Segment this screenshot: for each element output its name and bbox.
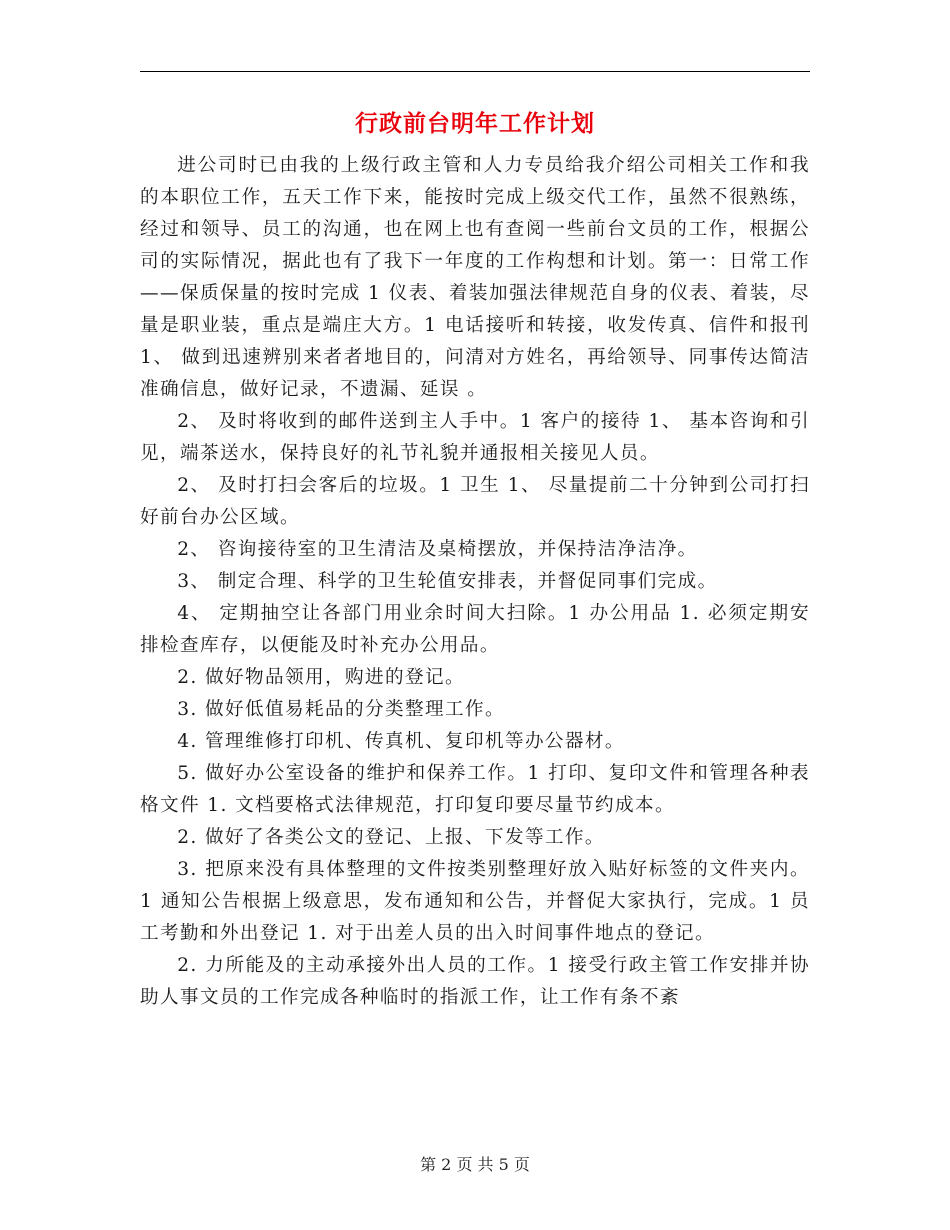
page-number-footer: 第 2 页 共 5 页: [420, 1155, 530, 1174]
paragraph: 3、 制定合理、科学的卫生轮值安排表，并督促同事们完成。: [177, 571, 718, 592]
paragraph: 3. 做好低值易耗品的分类整理工作。: [177, 699, 505, 720]
document-title: 行政前台明年工作计划: [355, 110, 595, 137]
paragraph: 2、 及时将收到的邮件送到主人手中。1 客户的接待 1、 基本咨询和引见，端茶送水，保持良好的礼节礼貌并通报相关接见人员。: [140, 411, 810, 464]
paragraph: 2、 及时打扫会客后的垃圾。1 卫生 1、 尽量提前二十分钟到公司打扫好前台办公区域。: [140, 475, 810, 528]
paragraph: 5. 做好办公室设备的维护和保养工作。1 打印、复印文件和管理各种表格文件 1. 文档要格式法律规范，打印复印要尽量节约成本。: [140, 763, 810, 816]
document-body: [140, 150, 810, 1014]
paragraph: 进公司时已由我的上级行政主管和人力专员给我介绍公司相关工作和我的本职位工作，五天工作下来，能按时完成上级交代工作，虽然不很熟练，经过和领导、员工的沟通，也在网上也有查阅一些前台文员的工作，根据公司的实际情况，据此也有了我下一年度的工作构想和计划。第一：日常工作——保质保量的按时完成 1 仪表、着装加强法律规范自身的仪表、着装，尽量是职业装，重点是端庄大方。1 电话接听和转接，收发传真、信件和报刊 1、 做到迅速辨别来者者地目的，问清对方姓名，再给领导、同事传达简洁准确信息，做好记录，不遗漏、延误 。: [140, 155, 810, 400]
header-rule: [140, 71, 810, 72]
paragraph: 4. 管理维修打印机、传真机、复印机等办公器材。: [177, 731, 625, 752]
paragraph: 2. 做好物品领用，购进的登记。: [177, 667, 465, 688]
paragraph: 2. 力所能及的主动承接外出人员的工作。1 接受行政主管工作安排并协助人事文员的工作完成各种临时的指派工作，让工作有条不紊: [140, 955, 810, 1008]
paragraph: 3. 把原来没有具体整理的文件按类别整理好放入贴好标签的文件夹内。1 通知公告根据上级意思，发布通知和公告，并督促大家执行，完成。1 员工考勤和外出登记 1. 对于出差人员的出入时间事件地点的登记。: [140, 859, 810, 944]
paragraph: 2、 咨询接待室的卫生清洁及桌椅摆放，并保持洁净洁净。: [177, 539, 698, 560]
paragraph: 2. 做好了各类公文的登记、上报、下发等工作。: [177, 827, 605, 848]
paragraph: 4、 定期抽空让各部门用业余时间大扫除。1 办公用品 1. 必须定期安排检查库存，以便能及时补充办公用品。: [140, 603, 810, 656]
